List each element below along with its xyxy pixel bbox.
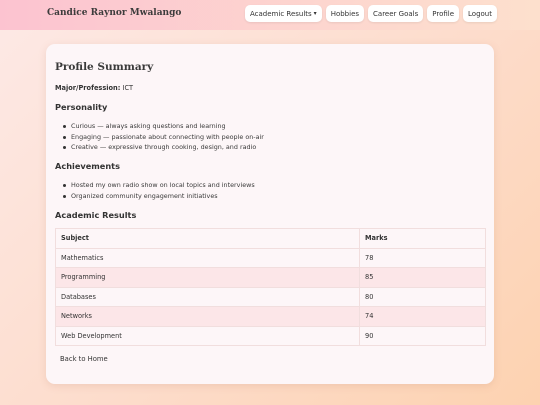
table-header-row [56,229,486,249]
achievements-heading: Achievements [55,161,120,171]
table-row [56,268,486,288]
academic-results-heading: Academic Results [55,210,137,220]
marks-column-header: Marks [360,229,486,249]
nav-logout-button[interactable]: Logout [463,5,497,22]
list-item: Curious — always asking questions and learning [63,121,264,132]
subject-cell: Databases [56,287,360,307]
nav-career-goals-button[interactable]: Career Goals [368,5,423,22]
back-to-home-link[interactable]: Back to Home [60,355,108,363]
nav-profile-button[interactable]: Profile [427,5,459,22]
list-item: Engaging — passionate about connecting with people on-air [63,132,264,143]
marks-cell: 78 [360,248,486,268]
marks-cell: 85 [360,268,486,288]
marks-cell: 74 [360,307,486,327]
personality-heading: Personality [55,102,108,112]
page-title: Profile Summary [55,61,154,73]
chevron-down-icon: ▾ [313,10,317,17]
marks-cell: 90 [360,326,486,346]
table-row [56,248,486,268]
major-label: Major/Profession: [55,84,121,92]
site-brand[interactable]: Candice Raynor Mwalango [47,8,182,18]
subject-cell: Programming [56,268,360,288]
list-item: Creative — expressive through cooking, design, and radio [63,142,264,153]
subject-cell: Mathematics [56,248,360,268]
nav-academic-results-button[interactable] [245,5,322,22]
personality-list [63,121,264,153]
achievements-list [63,180,255,201]
list-item: Organized community engagement initiatives [63,191,255,202]
nav-academic-results-label: Academic Results [250,9,312,18]
major-line [55,84,133,92]
nav-hobbies-button[interactable]: Hobbies [326,5,364,22]
profile-card [46,44,494,384]
table-row [56,287,486,307]
subject-column-header: Subject [56,229,360,249]
subject-cell: Web Development [56,326,360,346]
nav-bar [245,5,497,22]
major-value: ICT [122,84,134,92]
results-table [55,228,486,346]
marks-cell: 80 [360,287,486,307]
subject-cell: Networks [56,307,360,327]
table-row [56,326,486,346]
list-item: Hosted my own radio show on local topics and interviews [63,180,255,191]
table-row [56,307,486,327]
top-header [0,0,540,30]
